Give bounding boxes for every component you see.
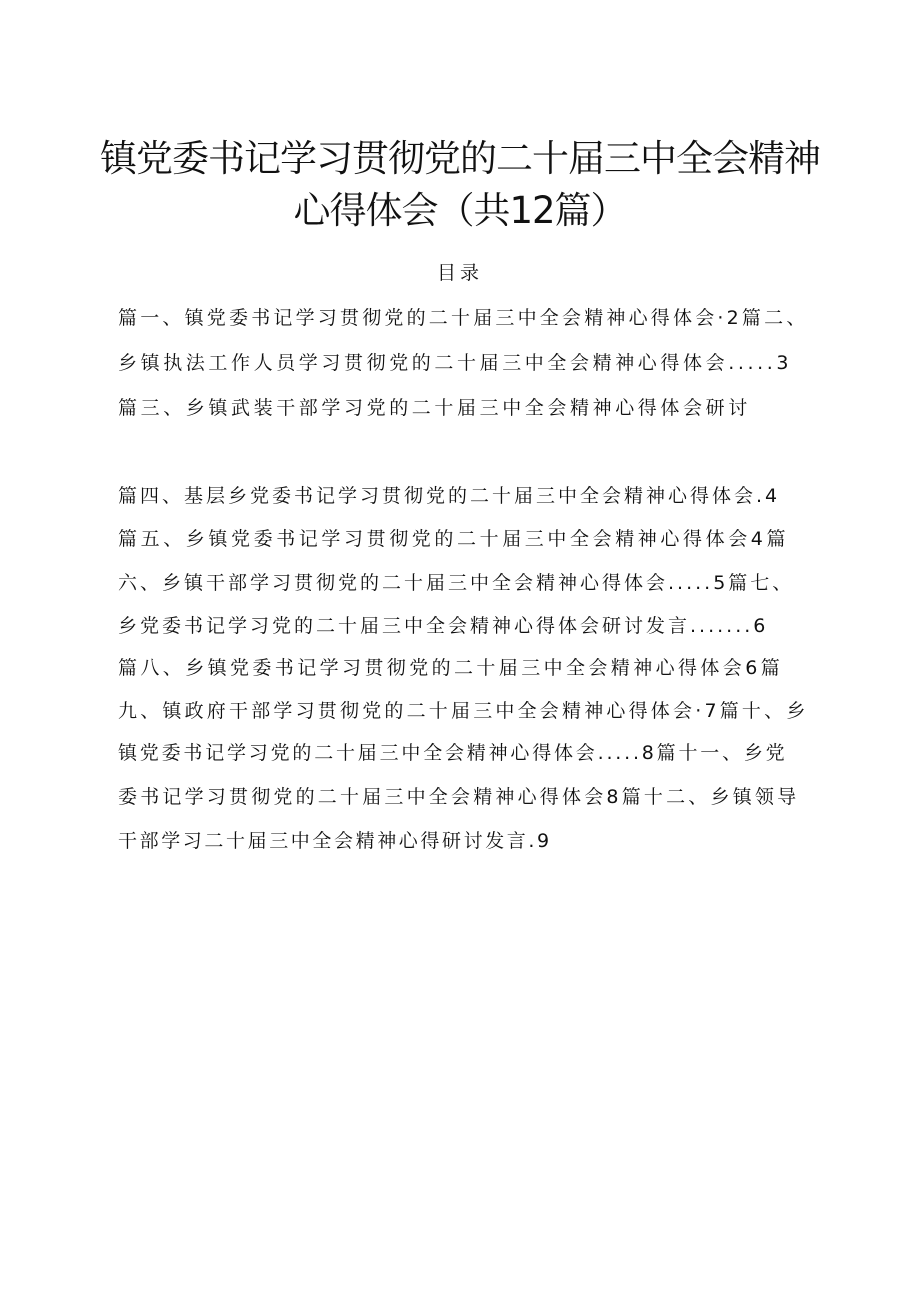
toc-line: 篇三、乡镇武装干部学习党的二十届三中全会精神心得体会研讨 <box>118 397 751 419</box>
toc-line: 乡党委书记学习党的二十届三中全会精神心得体会研讨发言.......6 <box>118 615 769 637</box>
toc-line: 篇一、镇党委书记学习贯彻党的二十届三中全会精神心得体会·2篇二、 <box>118 307 809 329</box>
toc-heading: 目录 <box>436 262 483 284</box>
toc-line: 篇四、基层乡党委书记学习贯彻党的二十届三中全会精神心得体会.4 <box>118 485 781 507</box>
toc-line: 九、镇政府干部学习贯彻党的二十届三中全会精神心得体会·7篇十、乡 <box>118 700 809 722</box>
toc-line: 乡镇执法工作人员学习贯彻党的二十届三中全会精神心得体会.....3 <box>118 352 793 374</box>
toc-line: 篇五、乡镇党委书记学习贯彻党的二十届三中全会精神心得体会4篇 <box>118 528 790 550</box>
toc-line: 委书记学习贯彻党的二十届三中全会精神心得体会8篇十二、乡镇领导 <box>118 786 800 808</box>
toc-line: 篇八、乡镇党委书记学习贯彻党的二十届三中全会精神心得体会6篇 <box>118 657 784 679</box>
document-title-line-1: 镇党委书记学习贯彻党的二十届三中全会精神 <box>100 137 820 180</box>
toc-line: 镇党委书记学习党的二十届三中全会精神心得体会.....8篇十一、乡党 <box>118 742 788 764</box>
toc-line: 六、乡镇干部学习贯彻党的二十届三中全会精神心得体会.....5篇七、 <box>118 572 795 594</box>
toc-line: 干部学习二十届三中全会精神心得研讨发言.9 <box>118 830 552 852</box>
document-title-line-2: 心得体会（共12篇） <box>293 189 627 232</box>
